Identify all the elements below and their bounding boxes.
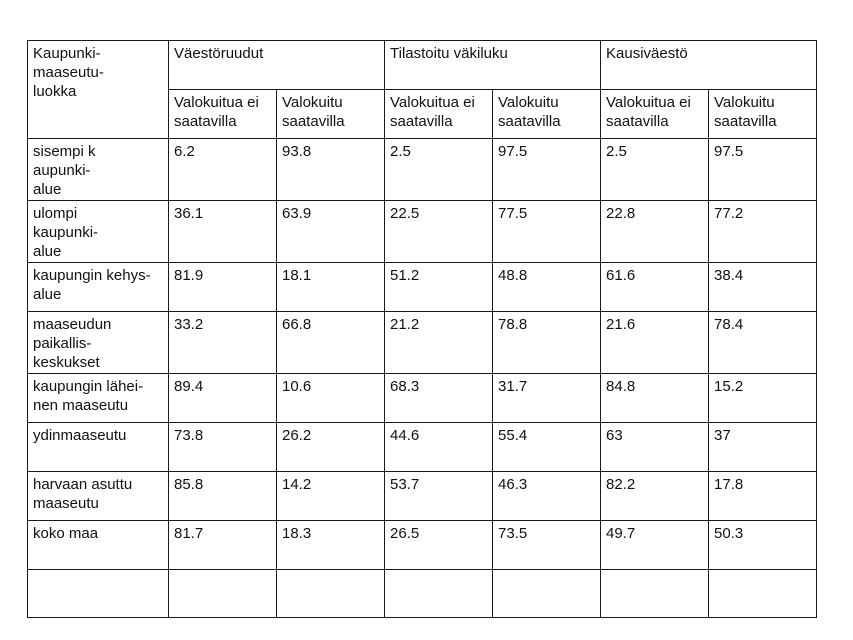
subheader-line: Valokuitu [498, 94, 559, 111]
row-label-line: kaupungin lähei- [33, 378, 144, 395]
subheader-cell [169, 90, 277, 139]
subheader-cell [709, 90, 817, 139]
table-row [28, 263, 817, 312]
value-cell: 89.4 [169, 374, 277, 423]
value-cell: 53.7 [385, 472, 493, 521]
value-cell: 2.5 [601, 139, 709, 201]
value-cell: 63.9 [277, 201, 385, 263]
row-label-line: kaupunki- [33, 224, 99, 241]
subheader-cell [601, 90, 709, 139]
value-cell: 21.6 [601, 312, 709, 374]
group-header-vaestoruudut: Väestöruudut [169, 41, 385, 90]
corner-header-cell [28, 41, 169, 139]
value-cell: 36.1 [169, 201, 277, 263]
value-cell: 77.2 [709, 201, 817, 263]
table-row [28, 423, 817, 472]
value-cell: 15.2 [709, 374, 817, 423]
row-label-line: alue [33, 181, 62, 198]
table-row [28, 139, 817, 201]
subheader-line: saatavilla [174, 113, 237, 130]
value-cell: 46.3 [493, 472, 601, 521]
value-cell: 78.4 [709, 312, 817, 374]
empty-cell [277, 570, 385, 618]
corner-header-line: luokka [33, 83, 77, 100]
row-label-line: maaseutu [33, 495, 99, 512]
subheader-line: Valokuitua ei [390, 94, 475, 111]
value-cell: 10.6 [277, 374, 385, 423]
subheader-line: Valokuitua ei [606, 94, 691, 111]
value-cell: 31.7 [493, 374, 601, 423]
value-cell: 2.5 [385, 139, 493, 201]
value-cell: 55.4 [493, 423, 601, 472]
value-cell: 78.8 [493, 312, 601, 374]
value-cell: 18.1 [277, 263, 385, 312]
table-row [28, 312, 817, 374]
subheader-cell [385, 90, 493, 139]
value-cell: 97.5 [493, 139, 601, 201]
row-label-cell [28, 263, 169, 312]
empty-cell [385, 570, 493, 618]
row-label-line: ydinmaaseutu [33, 427, 127, 444]
row-label-cell [28, 201, 169, 263]
empty-cell [493, 570, 601, 618]
value-cell: 50.3 [709, 521, 817, 570]
value-cell: 84.8 [601, 374, 709, 423]
value-cell: 6.2 [169, 139, 277, 201]
row-label-cell [28, 521, 169, 570]
value-cell: 97.5 [709, 139, 817, 201]
row-label-cell [28, 423, 169, 472]
empty-cell [709, 570, 817, 618]
value-cell: 66.8 [277, 312, 385, 374]
table-row [28, 472, 817, 521]
group-header-kausivaesto: Kausiväestö [601, 41, 817, 90]
value-cell: 81.7 [169, 521, 277, 570]
empty-cell [169, 570, 277, 618]
row-label-line: harvaan asuttu [33, 476, 133, 493]
table-row [28, 201, 817, 263]
fiber-availability-table [27, 40, 817, 618]
value-cell: 26.5 [385, 521, 493, 570]
row-label-line: ulompi [33, 205, 78, 222]
row-label-cell [28, 139, 169, 201]
subheader-line: saatavilla [282, 113, 345, 130]
row-label-line: paikallis- [33, 335, 92, 352]
value-cell: 93.8 [277, 139, 385, 201]
value-cell: 21.2 [385, 312, 493, 374]
corner-header-line: maaseutu- [33, 64, 104, 81]
value-cell: 73.8 [169, 423, 277, 472]
value-cell: 38.4 [709, 263, 817, 312]
data-table-container [27, 40, 817, 618]
value-cell: 63 [601, 423, 709, 472]
value-cell: 44.6 [385, 423, 493, 472]
subheader-line: saatavilla [498, 113, 561, 130]
value-cell: 26.2 [277, 423, 385, 472]
value-cell: 61.6 [601, 263, 709, 312]
value-cell: 81.9 [169, 263, 277, 312]
table-row [28, 374, 817, 423]
row-label-line: koko maa [33, 525, 99, 542]
row-label-line: alue [33, 286, 62, 303]
group-header-row [28, 41, 817, 90]
empty-cell [28, 570, 169, 618]
subheader-line: saatavilla [714, 113, 777, 130]
empty-cell [601, 570, 709, 618]
row-label-line: nen maaseutu [33, 397, 129, 414]
value-cell: 77.5 [493, 201, 601, 263]
row-label-line: kaupungin kehys- [33, 267, 151, 284]
subheader-line: Valokuitua ei [174, 94, 259, 111]
subheader-cell [493, 90, 601, 139]
value-cell: 85.8 [169, 472, 277, 521]
value-cell: 48.8 [493, 263, 601, 312]
value-cell: 33.2 [169, 312, 277, 374]
subheader-line: Valokuitu [714, 94, 775, 111]
subheader-line: Valokuitu [282, 94, 343, 111]
value-cell: 22.5 [385, 201, 493, 263]
row-label-line: keskukset [33, 354, 100, 371]
value-cell: 14.2 [277, 472, 385, 521]
row-label-cell [28, 472, 169, 521]
value-cell: 37 [709, 423, 817, 472]
row-label-cell [28, 374, 169, 423]
empty-table-row [28, 570, 817, 618]
table-row [28, 521, 817, 570]
corner-header-line: Kaupunki- [33, 45, 101, 62]
row-label-cell [28, 312, 169, 374]
row-label-line: aupunki- [33, 162, 91, 179]
subheader-cell [277, 90, 385, 139]
value-cell: 82.2 [601, 472, 709, 521]
value-cell: 18.3 [277, 521, 385, 570]
value-cell: 17.8 [709, 472, 817, 521]
value-cell: 73.5 [493, 521, 601, 570]
row-label-line: sisempi k [33, 143, 96, 160]
row-label-line: alue [33, 243, 62, 260]
group-header-tilastoitu-vakiluku: Tilastoitu väkiluku [385, 41, 601, 90]
value-cell: 22.8 [601, 201, 709, 263]
row-label-line: maaseudun [33, 316, 112, 333]
value-cell: 51.2 [385, 263, 493, 312]
value-cell: 68.3 [385, 374, 493, 423]
subheader-line: saatavilla [390, 113, 453, 130]
subheader-line: saatavilla [606, 113, 669, 130]
value-cell: 49.7 [601, 521, 709, 570]
